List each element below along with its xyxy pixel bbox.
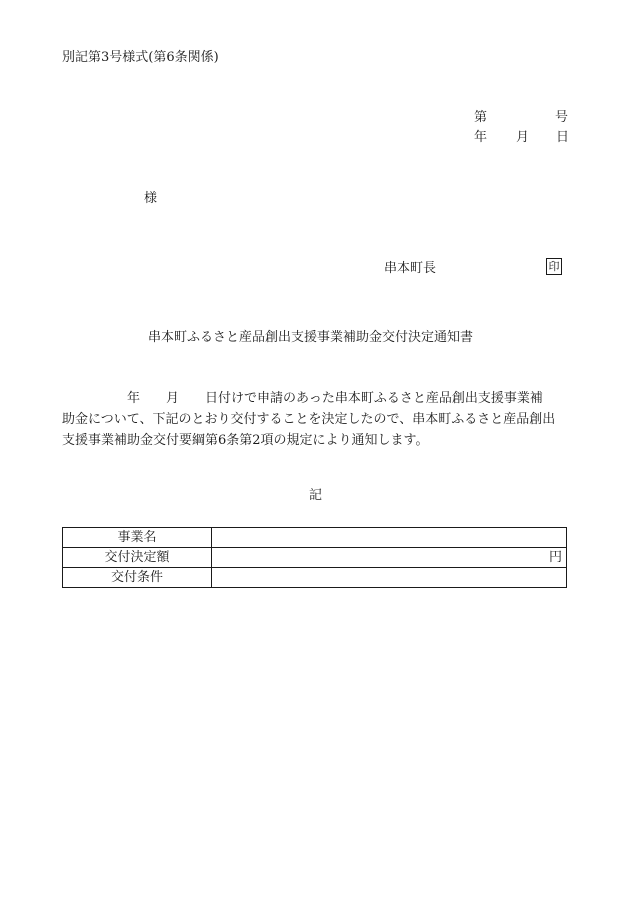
row-label-project: 事業名	[63, 528, 212, 548]
row-value-conditions	[212, 568, 567, 588]
document-number-prefix: 第	[474, 110, 488, 125]
body-text	[62, 388, 570, 451]
document-number-suffix: 号	[554, 110, 568, 125]
ki-heading: 記	[309, 488, 323, 503]
document-number	[474, 110, 568, 126]
row-value-project	[212, 528, 567, 548]
row-value-amount: 円	[212, 548, 567, 568]
seal-mark: 印	[546, 258, 562, 275]
document-title: 串本町ふるさと産品創出支援事業補助金交付決定通知書	[148, 330, 474, 345]
detail-table	[62, 527, 567, 588]
date-day: 日	[556, 130, 570, 145]
date-month: 月	[516, 130, 530, 145]
row-label-conditions: 交付条件	[63, 568, 212, 588]
body-line: 年 月 日付けで申請のあった串本町ふるさと産品創出支援事業補	[62, 391, 543, 406]
table-row	[63, 548, 567, 568]
form-label: 別記第3号様式(第6条関係)	[62, 50, 219, 65]
date-year: 年	[474, 130, 488, 145]
addressee: 様	[144, 191, 158, 206]
row-label-amount: 交付決定額	[63, 548, 212, 568]
body-line: 支援事業補助金交付要綱第6条第2項の規定により通知します。	[62, 433, 429, 448]
table-row	[63, 528, 567, 548]
table-row	[63, 568, 567, 588]
sender-name: 串本町長	[384, 261, 437, 276]
body-line: 助金について、下記のとおり交付することを決定したので、串本町ふるさと産品創出	[62, 412, 556, 427]
